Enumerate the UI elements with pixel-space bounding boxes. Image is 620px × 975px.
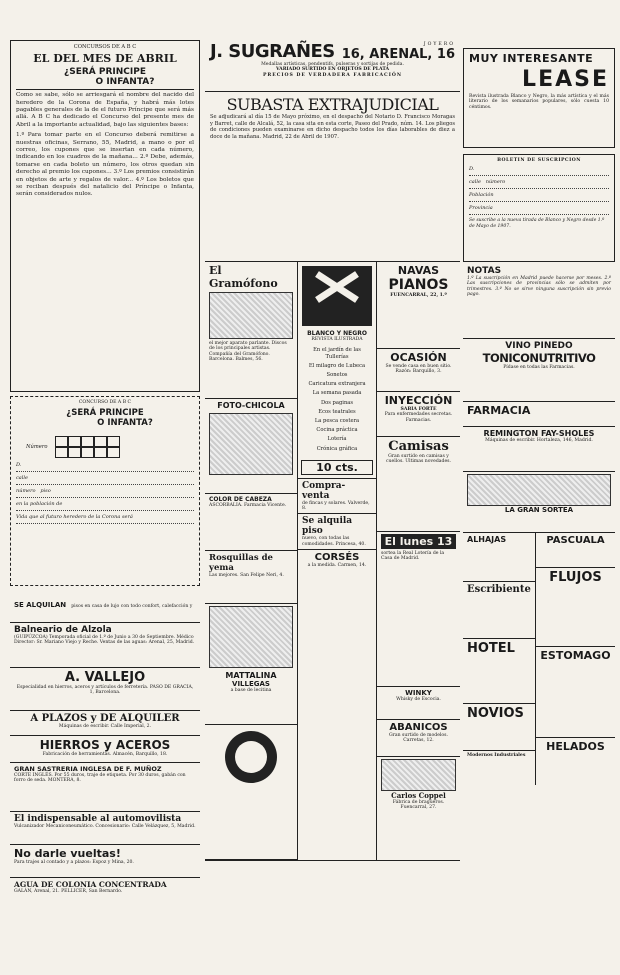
ad-hierros: HIERROS y ACEROS Fabricación de herramientas. Almacén, Barquillo, 18. [10, 736, 200, 763]
ad-inyeccion: INYECCIÓN SABIA FORTE Para enfermedades secretas. Farmacias. [377, 392, 460, 437]
jeweler-line1: Medallas artísticas, pendentifs, pulseras y sortijas de pedida. [261, 62, 404, 67]
ad-modernos: Modernos Industriales [467, 753, 526, 758]
coupon-don-line[interactable]: D. [16, 462, 194, 472]
jeweler-address: 16, ARENAL, 16 [341, 47, 455, 62]
ad-se-alquila: Se alquila piso nuevo, con todas las comodidades. Princesa, 40. [298, 514, 376, 550]
coupon-heading: CONCURSO DE A B C [78, 400, 132, 405]
ad-no-darle: No darle vueltas! Para trajes al contado y a plazos: Espoz y Mina, 20. [10, 845, 200, 878]
lease-title: LEASE [522, 67, 609, 92]
bn-cross-icon [312, 269, 362, 305]
ad-coppel: Carlos Coppel Fábrica de bragueros. Fuencarral, 27. [377, 757, 460, 860]
subscription-title: BOLETIN DE SUSCRIPCION [497, 158, 581, 163]
contest-q2: O INFANTA? [95, 77, 155, 88]
sub-footer: Se suscribe a la nueva tirada de Blanco y Negro desde 1.º de Mayo de 1907. [469, 218, 605, 229]
ad-flujos: FLUJOS [536, 568, 615, 647]
coupon-calle-line[interactable]: calle [16, 475, 194, 485]
coupon-q1: ¿SERÁ PRINCIPE [66, 408, 144, 419]
ad-rosquillas: Rosquillas de yema Las mejores. San Felipe Neri, 4. [205, 551, 297, 604]
ad-balneario: Balneario de Alzola (GUIPÚZCOA) Temporada oficial de 1.º de Junio a 30 de Septiembre. Médico Director: Sr. Mariano Viejo y Reche. Ventas de las aguas: Arenal, 25, Madrid. [10, 623, 200, 668]
number-grid-row [26, 436, 194, 458]
sorteo-emblem [467, 474, 611, 506]
lease-text: Revista ilustrada Blanco y Negro, la más artística y el más literario de los semanarios populares, sólo cuesta 10 céntimos. [469, 94, 609, 110]
ad-gramophone: El Gramófono el mejor aparato parlante. Discos de los principales artistas. Compañía del Gramófono. Barcelona. Balmes, 56. [205, 262, 297, 399]
blanco-negro-sub: REVISTA ILUSTRADA [311, 337, 363, 342]
left-ads [10, 590, 200, 906]
ad-ocasion: OCASIÓN Se vende casa en buen sitio. Razón: Barquillo, 3. [377, 349, 460, 392]
ad-compraventa: Compra-venta de fincas y solares. Valverde, 8. [298, 478, 376, 515]
contest-rules: 1.º Para tomar parte en el Concurso deberá remitirse a nuestras oficinas, Serrano, 55, Madrid, a mano o por el correo, los cupones que se insertan en cada número, indicando en los cuadros de la mañana... 2.º Debe, además, tomarse en cada boleto un número, los otros quedan sin derecho al premio los cupones... 3.º Los premios consistirán en objetos de arte y regalos de valor... 4.º Los boletos que se reciban después del natalicio del Príncipe o Infanta, serán considerados nulos. [16, 132, 194, 198]
contest-heading: CONCURSOS DE A B C [73, 44, 137, 50]
number-label: Número [26, 444, 48, 451]
ad-winky: WINKY Whisky de Escocia. [377, 687, 460, 720]
ad-farmacia: FARMACIA [463, 402, 615, 427]
subscription-form [463, 154, 615, 262]
muy-interesante: MUY INTERESANTE [469, 52, 594, 65]
coupon-vida-line[interactable]: Vida que al futuro heredero de la Corona será [16, 514, 194, 524]
ad-lunes: El lunes 13 sortea la Real Lotería de la Casa de Madrid. [377, 532, 460, 687]
auction-title: SUBASTA EXTRAJUDICIAL [226, 95, 439, 114]
ad-corses: CORSÉS a la medida. Carmen, 14. [307, 551, 367, 568]
ad-novios: NOVIOS [463, 704, 535, 751]
ad-pascuala: PASCUALA [536, 533, 615, 568]
foto-illustration [209, 413, 293, 475]
ad-alhajas: ALHAJAS [463, 533, 535, 582]
gramophone-illustration [209, 292, 293, 339]
notas: NOTAS 1.º La suscripción en Madrid puede hacerse por meses. 2.º Las suscripciones de provincias sólo se admiten por trimestres. 3.º No se sirve ninguna suscripción sin previo pago. [467, 266, 611, 297]
ad-se-alquilan: SE ALQUILAN pisos en casa de lujo con todo confort, calefacción y [10, 590, 200, 623]
blanco-negro-title: BLANCO Y NEGRO [307, 330, 367, 337]
round-emblem [221, 727, 281, 787]
ad-automovilista: El indispensable al automovilista Vulcanizador Mecaniconeumático. Concesionario: Calle Velázquez, 5, Madrid. [10, 812, 200, 845]
jeweler-line2: VARIADO SURTIDO EN OBJETOS DE PLATA [275, 67, 390, 73]
ad-navas: NAVAS PIANOS FUENCARRAL, 22, 1.º [377, 262, 460, 349]
middle-column [205, 0, 460, 975]
contest-title: EL DEL MES DE ABRIL [33, 52, 177, 66]
mattalina-bottle [209, 606, 293, 668]
ad-sastreria: GRAN SASTRERIA INGLESA DE F. MUÑOZ CORTE INGLÉS. Por 55 duros, traje de etiqueta. Por 30 duros, gabán con forro de seda. MONTERA, 8. [10, 763, 200, 812]
blanco-negro-logo [302, 266, 372, 326]
ad-colores: COLOR DE CABEZA ASCORBALIA. Farmacia Vicente. [205, 494, 297, 551]
contest-q1: ¿SERÁ PRINCIPE [64, 67, 146, 78]
ad-ascorbalia-emblem [205, 725, 297, 860]
left-column [10, 0, 200, 975]
ad-estomago: ESTOMAGO [536, 647, 615, 738]
coupon-box [10, 396, 200, 586]
auction-text: Se adjudicará al día 15 de Mayo próximo, en el despacho del Notario D. Francisco Moragas y Barret, calle de Alcalá, 52, la casa sita en esta corte, Paseo del Prado, núm. 14. Los pliegos de condiciones pueden examinarse en dicho despacho todos los días laborables de diez a doce de la mañana. Madrid, 22 de Abril de 1907. [210, 114, 455, 141]
ad-vino-pinedo: VINO PINEDO TONICONUTRITIVO Pídase en todas las Farmacias. [463, 338, 615, 402]
jeweler-name: J. SUGRAÑES [210, 41, 335, 62]
ad-abanicos: ABANICOS Gran surtido de modelos. Carretas, 12. [377, 720, 460, 757]
ad-mattalina: MATTALINA VILLEGAS a base de lecitina [205, 604, 297, 725]
jeweler-ad [205, 38, 460, 92]
ad-vallejo: A. VALLEJO Especialidad en hierros, aceros y artículos de ferretería. PASO DE GRACIA, 1, Barcelona. [10, 668, 200, 711]
ad-hotel: HOTEL [463, 639, 535, 704]
ad-plazos: A PLAZOS y DE ALQUILER Máquinas de escribir. Calle Imperial, 2. [10, 711, 200, 736]
contest-april-box [10, 40, 200, 392]
coupon-numero-line[interactable]: número piso [16, 488, 194, 498]
ad-helados: HELADOS [546, 740, 605, 753]
coupon-poblacion-line[interactable]: en la población de [16, 501, 194, 511]
ad-escribiente: Escribiente [463, 582, 535, 639]
sub-poblacion-line[interactable]: Población [469, 192, 609, 202]
coupon-q2: O INFANTA? [97, 418, 153, 429]
auction-notice [205, 92, 460, 262]
sub-provincia-line[interactable]: Provincia [469, 205, 609, 215]
lease-box [463, 48, 615, 148]
number-grid[interactable] [55, 436, 120, 458]
blanco-negro-items: En el jardín de las Tullerías El milagro de Lubeca Sonetos Caricatura extranjera La semana pasada Dos paginas Ecos teatrales La pesca costera Cocina práctica Lotería Crónica gráfica [308, 347, 366, 452]
sub-don-line[interactable]: D. [469, 166, 609, 176]
ad-sorteo: LA GRAN SORTEA [463, 472, 615, 533]
ad-foto-c: FOTO-CHICOLA [205, 399, 297, 494]
contest-body: Como se sabe, sólo se arriesgará el nombre del nacido del heredero de la Corona de España, y habrá más lotes pagables generales de la de el futuro Príncipe que será más allá. A B C ha dedicado el Concurso del presente mes de Abril a la importante actualidad, bajo las siguientes bases: [16, 92, 194, 128]
jeweler-role: JOYERO [423, 41, 455, 47]
right-column [463, 0, 615, 975]
jeweler-line3: PRECIOS DE VERDADERA FABRICACIÓN [262, 72, 403, 78]
blanco-negro-price: 10 cts. [301, 460, 373, 475]
coppel-illustration [381, 759, 456, 791]
sub-calle-line[interactable]: calle número [469, 179, 609, 189]
ad-remington: REMINGTON FAY-SHOLES Máquinas de escribir. Hortaleza, 146, Madrid. [463, 427, 615, 472]
ad-colonia: AGUA DE COLONIA CONCENTRADA GALÁN, Arenal, 21. PELLICER, San Bernardo. [14, 880, 167, 894]
ad-camisas: Camisas Gran surtido en camisas y cuellos. Ultimas novedades. [377, 437, 460, 532]
